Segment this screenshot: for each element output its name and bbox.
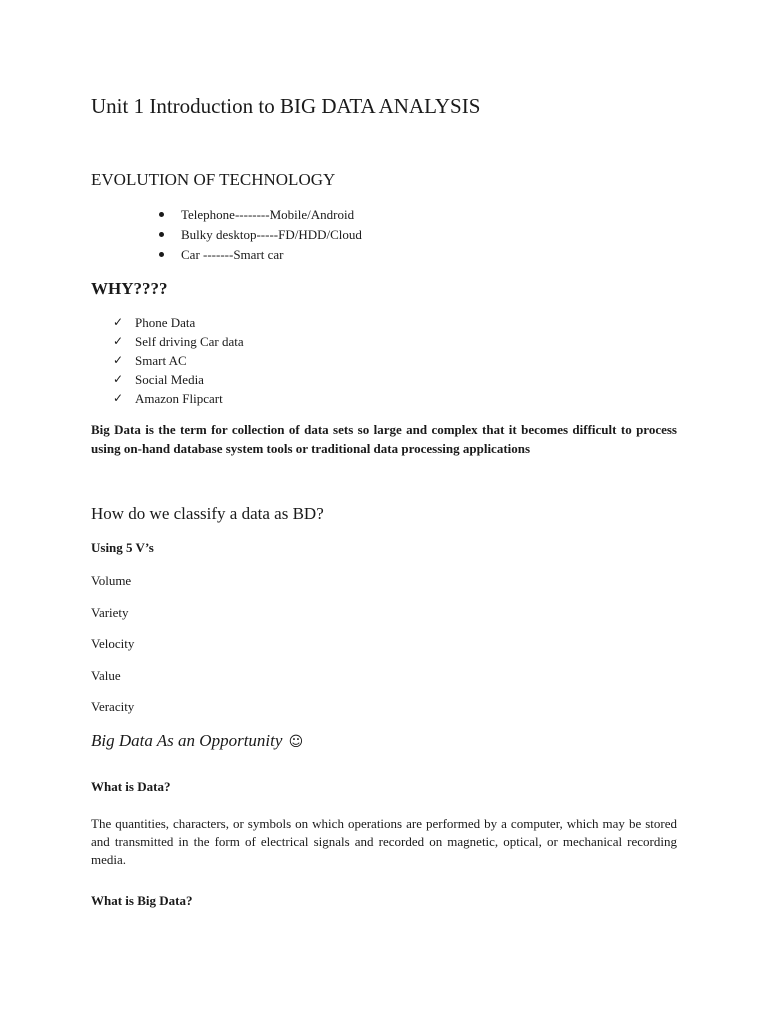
- what-is-data-heading: What is Data?: [91, 779, 171, 794]
- five-vs-subheading: Using 5 V’s: [91, 540, 154, 555]
- evolution-list: [157, 205, 362, 265]
- classify-heading: How do we classify a data as BD?: [91, 504, 324, 523]
- list-item: [157, 205, 362, 225]
- smiley-icon: ☺: [288, 734, 304, 750]
- bullet-dot-icon: [159, 232, 164, 237]
- list-item-text: Self driving Car data: [135, 334, 244, 349]
- list-item: [157, 225, 362, 245]
- five-vs-list: [91, 571, 134, 729]
- bullet-dot-icon: [159, 212, 164, 217]
- checkmark-icon: ✓: [113, 315, 124, 329]
- list-item: Volume: [91, 573, 132, 588]
- list-item: Velocity: [91, 636, 135, 651]
- list-item: [113, 332, 244, 351]
- list-item-text: Social Media: [135, 372, 204, 387]
- why-list: [113, 313, 244, 408]
- list-item: Value: [91, 667, 121, 683]
- list-item-text: Telephone--------Mobile/Android: [181, 207, 355, 222]
- page-title: Unit 1 Introduction to BIG DATA ANALYSIS: [91, 94, 481, 118]
- list-item: Veracity: [91, 699, 135, 714]
- list-item-text: Amazon Flipcart: [135, 391, 223, 406]
- list-item: [113, 370, 244, 389]
- list-item-text: Bulky desktop-----FD/HDD/Cloud: [181, 227, 362, 242]
- list-item: [113, 313, 244, 332]
- big-data-definition: Big Data is the term for collection of data sets so large and complex that it becomes difficult to process using on-hand database system tools or traditional data processing applications: [91, 422, 677, 456]
- list-item-text: Phone Data: [135, 315, 196, 330]
- list-item: Variety: [91, 604, 129, 620]
- what-is-big-data-heading: What is Big Data?: [91, 893, 193, 908]
- list-item: [113, 389, 244, 408]
- checkmark-icon: ✓: [113, 391, 124, 405]
- list-item: [113, 351, 244, 370]
- opportunity-heading: [91, 731, 303, 751]
- list-item-text: Car -------Smart car: [181, 247, 284, 262]
- checkmark-icon: ✓: [113, 353, 124, 367]
- data-definition-paragraph: The quantities, characters, or symbols on which operations are performed by a computer, which may be stored and transmitted in the form of electrical signals and recorded on magnetic, optical, or mechanical recording media.: [91, 816, 677, 867]
- checkmark-icon: ✓: [113, 334, 124, 348]
- checkmark-icon: ✓: [113, 372, 124, 386]
- list-item: [157, 245, 362, 265]
- evolution-heading: EVOLUTION OF TECHNOLOGY: [91, 170, 336, 189]
- opportunity-text: Big Data As an Opportunity: [91, 731, 283, 750]
- list-item-text: Smart AC: [135, 353, 187, 368]
- why-heading: WHY????: [91, 279, 168, 298]
- bullet-dot-icon: [159, 252, 164, 257]
